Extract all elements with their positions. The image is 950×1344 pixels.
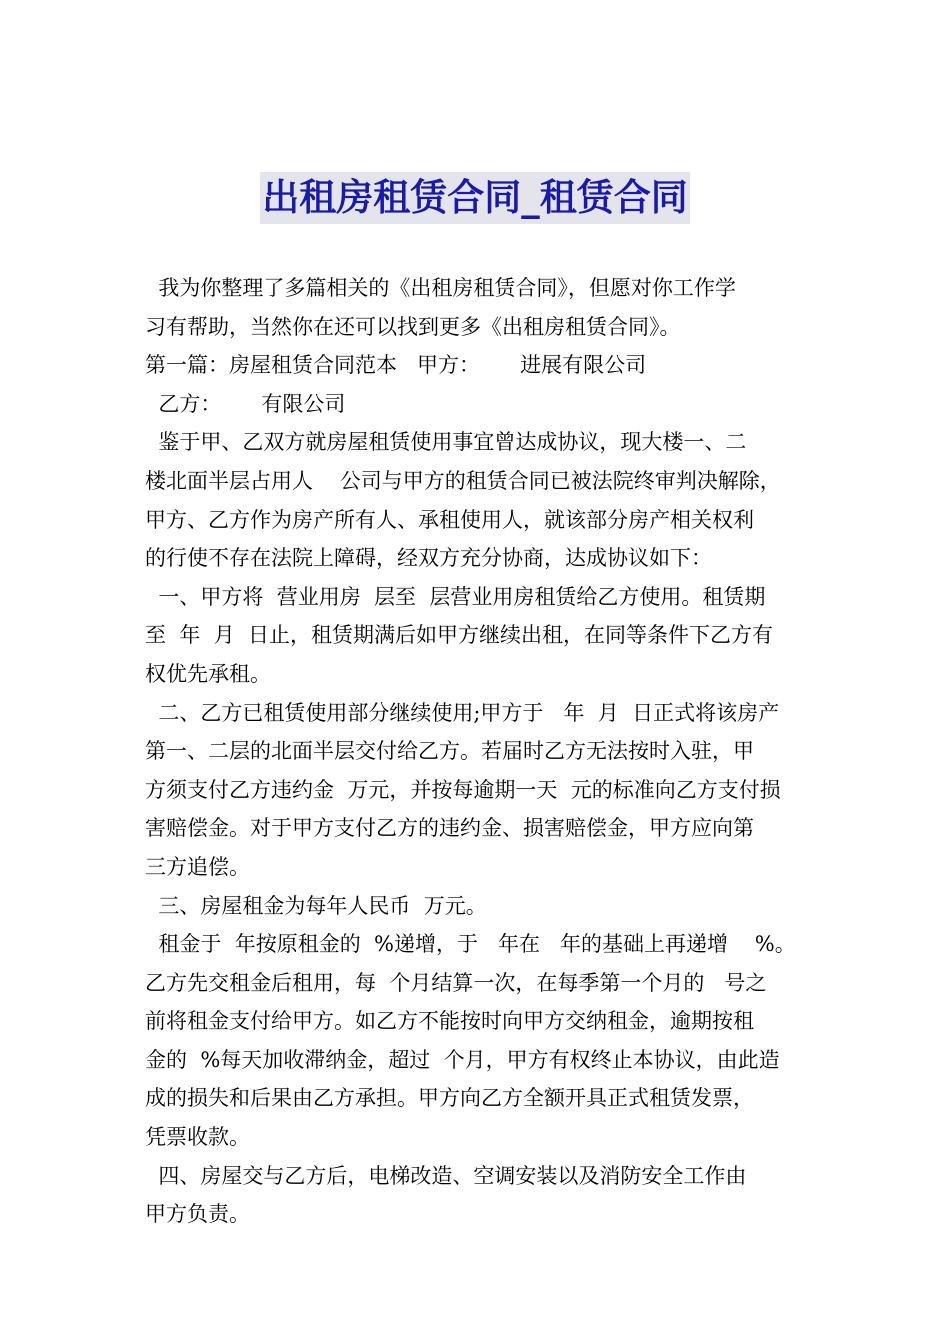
- document-title: 出租房租赁合同_租赁合同: [260, 172, 690, 224]
- paragraph-line: 金的 %每天加收滞纳金，超过 个月，甲方有权终止本协议，由此造: [145, 1047, 780, 1072]
- paragraph-line: 习有帮助，当然你在还可以找到更多《出租房租赁合同》。: [145, 314, 681, 339]
- paragraph-line: 乙方： 有限公司: [145, 391, 346, 416]
- title-container: [0, 172, 950, 224]
- paragraph-line: 乙方先交租金后租用，每 个月结算一次，在每季第一个月的 号之: [145, 970, 767, 995]
- paragraph-line: 前将租金支付给甲方。如乙方不能按时向甲方交纳租金，逾期按租: [145, 1009, 754, 1034]
- paragraph-line: 成的损失和后果由乙方承担。甲方向乙方全额开具正式租赁发票，: [145, 1086, 754, 1111]
- document-body: [145, 269, 810, 1234]
- paragraph-line: 鉴于甲、乙双方就房屋租赁使用事宜曾达成协议，现大楼一、二: [145, 430, 747, 455]
- paragraph-line: 第一篇：房屋租赁合同范本 甲方： 进展有限公司: [145, 353, 647, 378]
- paragraph-line: 三方追偿。: [145, 854, 250, 879]
- paragraph-line: 甲方、乙方作为房产所有人、承租使用人，就该部分房产相关权利: [145, 507, 754, 532]
- paragraph-line: 一、甲方将 营业用房 层至 层营业用房租赁给乙方使用。租赁期: [145, 584, 766, 609]
- paragraph-line: 方须支付乙方违约金 万元，并按每逾期一天 元的标准向乙方支付损: [145, 777, 781, 802]
- paragraph-line: 第一、二层的北面半层交付给乙方。若届时乙方无法按时入驻，甲: [145, 739, 754, 764]
- paragraph-line: 楼北面半层占用人 公司与甲方的租赁合同已被法院终审判决解除，: [145, 468, 781, 493]
- paragraph-line: 害赔偿金。对于甲方支付乙方的违约金、损害赔偿金，甲方应向第: [145, 816, 754, 841]
- paragraph-line: 租金于 年按原租金的 %递增，于 年在 年的基础上再递增 %。: [145, 932, 796, 957]
- paragraph-line: 的行使不存在法院上障碍，经双方充分协商，达成协议如下：: [145, 546, 712, 571]
- paragraph-line: 甲方负责。: [145, 1202, 250, 1227]
- paragraph-line: 凭票收款。: [145, 1125, 250, 1150]
- paragraph-line: 二、乙方已租赁使用部分继续使用;甲方于 年 月 日正式将该房产: [145, 700, 780, 725]
- paragraph-line: 至 年 月 日止，租赁期满后如甲方继续出租，在同等条件下乙方有: [145, 623, 774, 648]
- paragraph-line: 权优先承租。: [145, 661, 271, 686]
- paragraph-line: 我为你整理了多篇相关的《出租房租赁合同》，但愿对你工作学: [145, 276, 736, 300]
- paragraph-line: 三、房屋租金为每年人民币 万元。: [145, 893, 487, 918]
- paragraph-line: 四、房屋交与乙方后，电梯改造、空调安装以及消防安全工作由: [145, 1163, 747, 1188]
